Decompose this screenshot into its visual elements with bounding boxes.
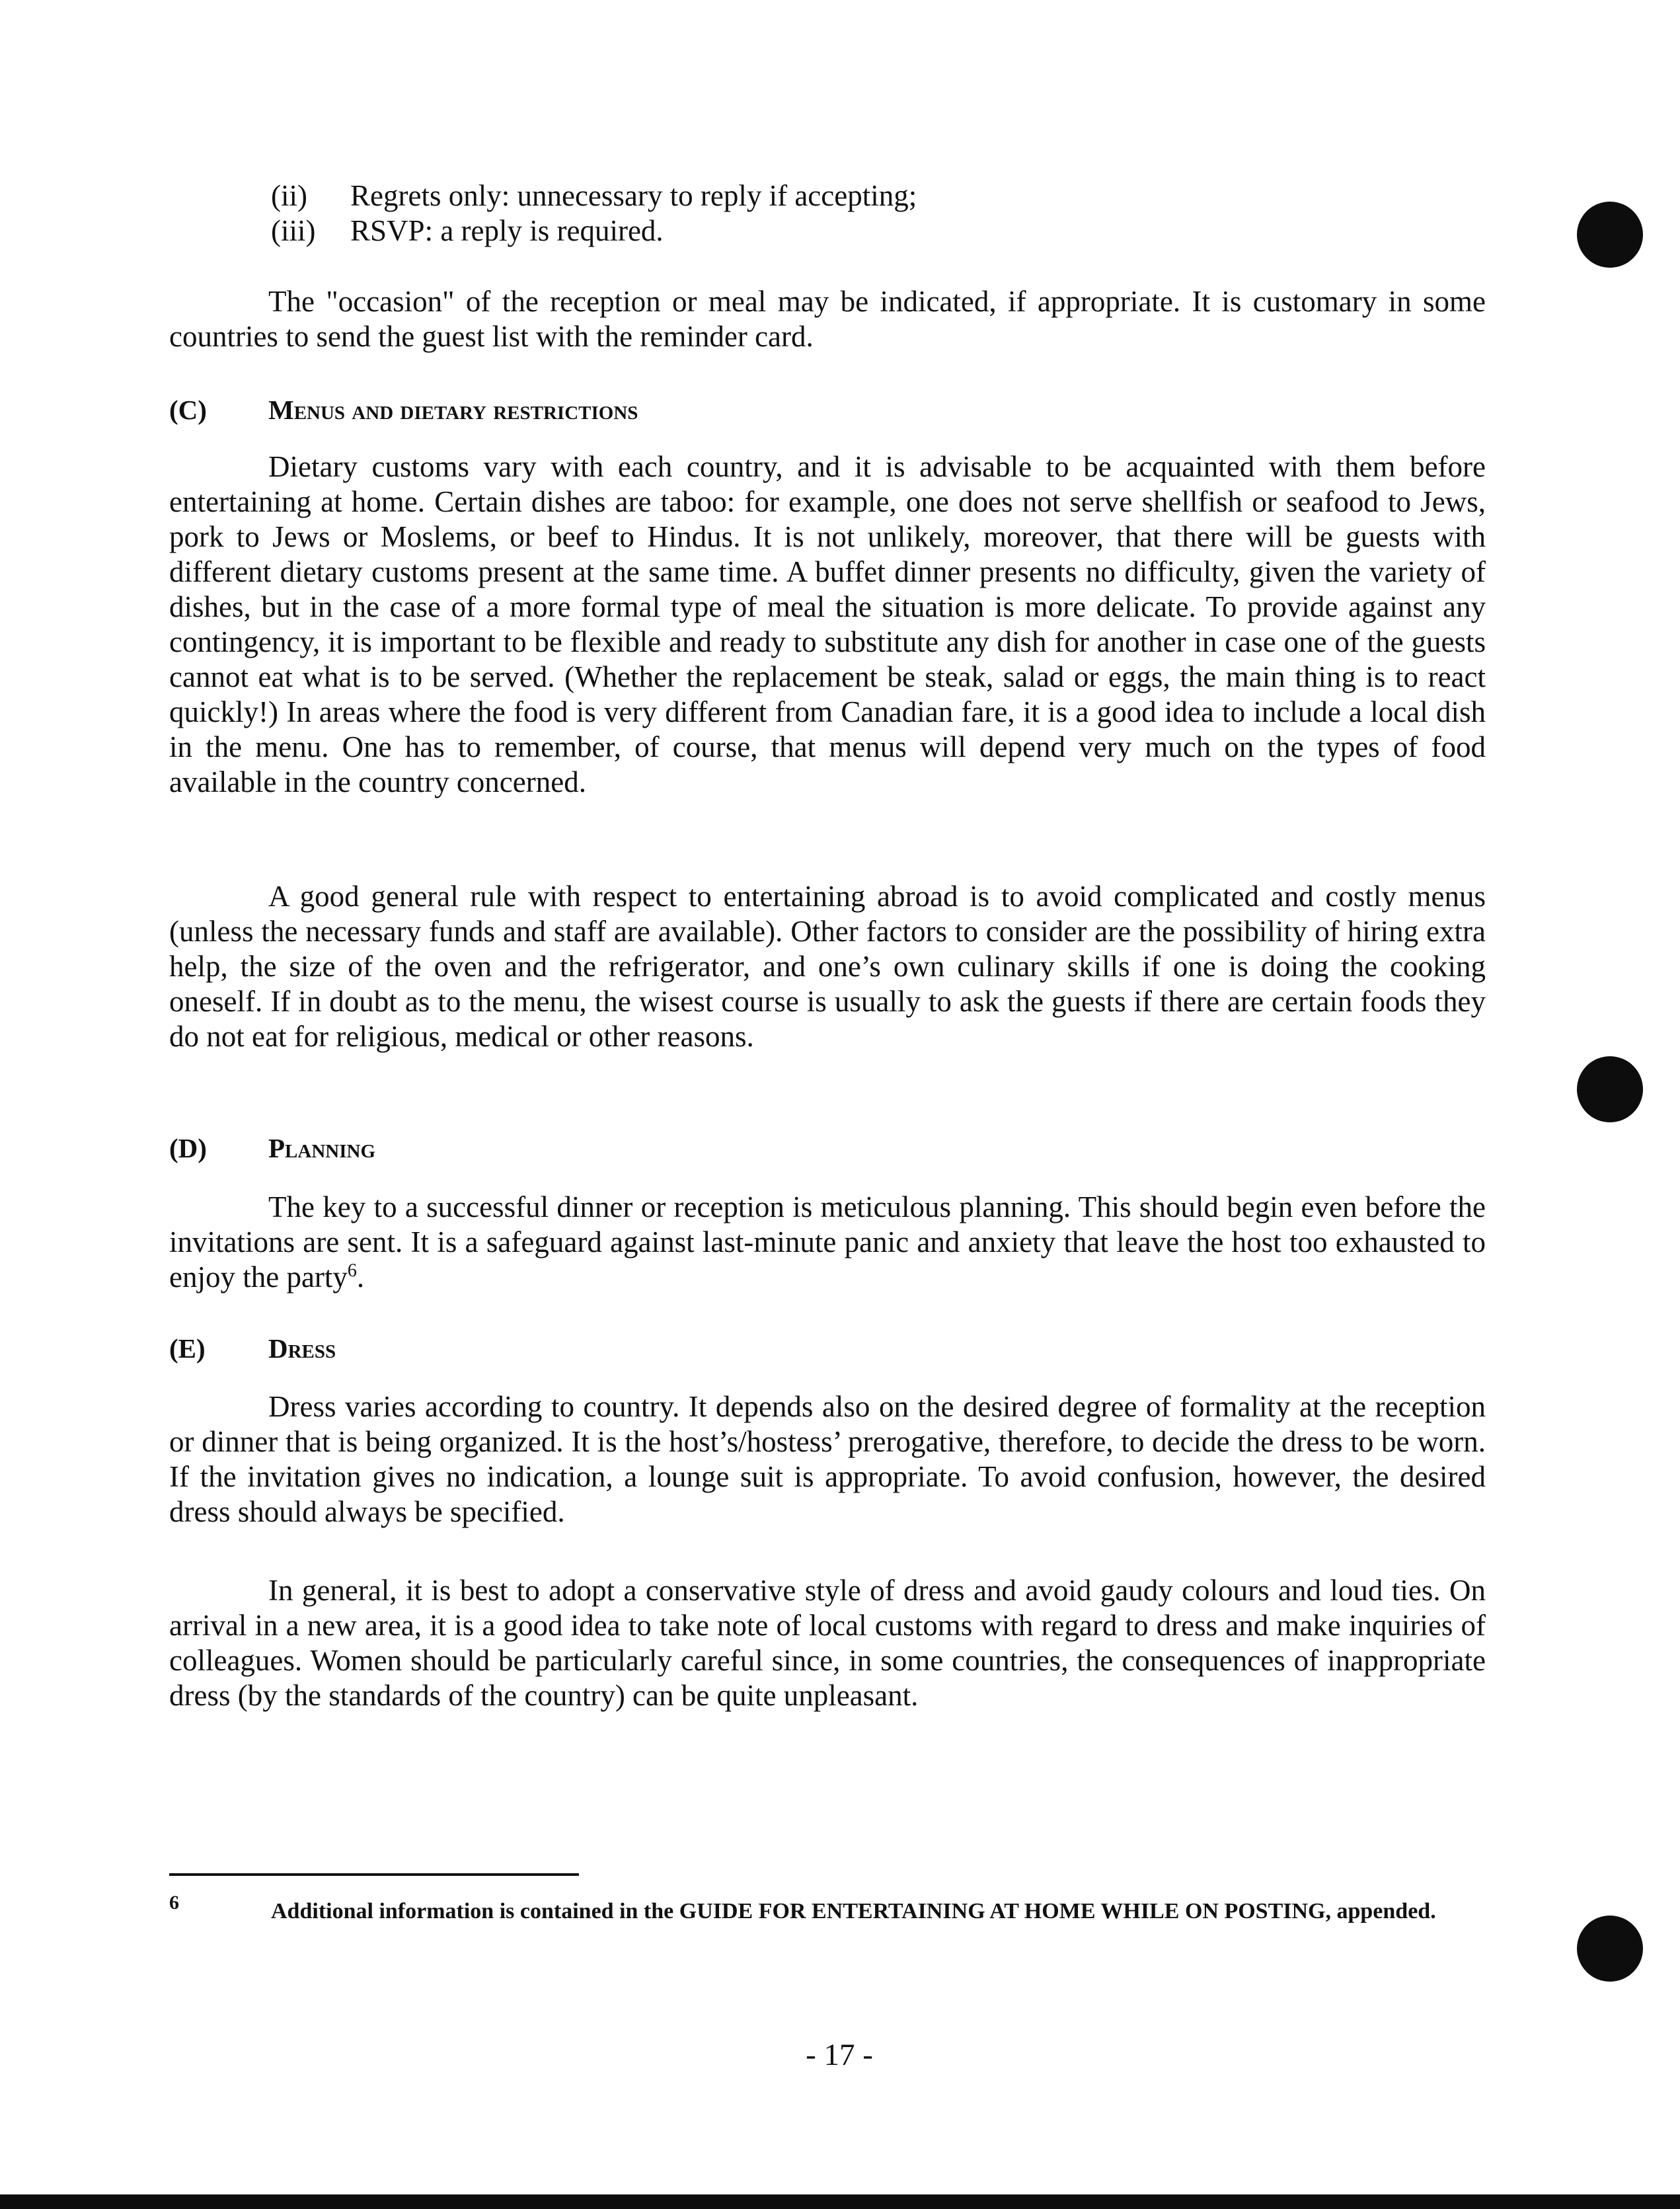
binder-hole — [1577, 1916, 1643, 1982]
section-letter: (C) — [169, 395, 207, 425]
footnote-rule — [169, 1873, 579, 1876]
binder-hole — [1577, 202, 1643, 268]
paragraph-planning-text: The key to a successful dinner or reception is meticulous planning. This should begin even before the invitations are sent. It is a safeguard against last-minute panic and anxiety that leave the host too exhausted to enjoy the party — [169, 1190, 1486, 1294]
list-item-number: (ii) — [271, 179, 307, 212]
scan-bottom-edge — [0, 2194, 1680, 2209]
section-title: Menus and dietary restrictions — [268, 395, 638, 425]
page-number: - 17 - — [806, 2038, 873, 2072]
section-title: Planning — [268, 1133, 376, 1163]
list-item-text: RSVP: a reply is required. — [350, 214, 664, 247]
paragraph-planning-end: . — [356, 1260, 365, 1294]
footnote-mark: 6 — [169, 1892, 179, 1914]
section-letter: (E) — [169, 1333, 206, 1364]
paragraph-occasion: The "occasion" of the reception or meal may be indicated, if appropriate. It is customary in some countries to send the guest list with the reminder card. — [169, 285, 1486, 353]
paragraph-planning — [169, 1190, 1486, 1295]
footnote-text: Additional information is contained in the GUIDE FOR ENTERTAINING AT HOME WHILE ON POSTING, appended. — [271, 1899, 1436, 1923]
paragraph-general-rule: A good general rule with respect to entertaining abroad is to avoid complicated and costly menus (unless the necessary funds and staff are available). Other factors to consider are the possibility of hiring extra help, the size of the oven and the refrigerator, and one’s own culinary skills if one is doing the cooking oneself. If in doubt as to the menu, the wisest course is usually to ask the guests if there are certain foods they do not eat for religious, medical or other reasons. — [169, 880, 1486, 1053]
list-item-text: Regrets only: unnecessary to reply if accepting; — [350, 179, 917, 212]
paragraph-conservative-dress: In general, it is best to adopt a conservative style of dress and avoid gaudy colours and loud ties. On arrival in a new area, it is a good idea to take note of local customs with regard to dress and make inquiries of colleagues. Women should be particularly careful since, in some countries, the consequences of inappropriate dress (by the standards of the country) can be quite unpleasant. — [169, 1574, 1486, 1712]
paragraph-dress: Dress varies according to country. It depends also on the desired degree of formality at the reception or dinner that is being organized. It is the host’s/hostess’ prerogative, therefore, to decide the dress to be worn. If the invitation gives no indication, a lounge suit is appropriate. To avoid confusion, however, the desired dress should always be specified. — [169, 1390, 1486, 1528]
section-title: Dress — [268, 1333, 336, 1364]
binder-hole — [1577, 1056, 1643, 1122]
paragraph-dietary-customs: Dietary customs vary with each country, and it is advisable to be acquainted with them before entertaining at home. Certain dishes are taboo: for example, one does not serve shellfish or seafood to Jews, pork to Jews or Moslems, or beef to Hindus. It is not unlikely, moreover, that there will be guests with different dietary customs present at the same time. A buffet dinner presents no difficulty, given the variety of dishes, but in the case of a more formal type of meal the situation is more delicate. To provide against any contingency, it is important to be flexible and ready to substitute any dish for another in case one of the guests cannot eat what is to be served. (Whether the replacement be steak, salad or eggs, the main thing is to react quickly!) In areas where the food is very different from Canadian fare, it is a good idea to include a local dish in the menu. One has to remember, of course, that menus will depend very much on the types of food available in the country concerned. — [169, 450, 1486, 798]
section-letter: (D) — [169, 1133, 207, 1163]
list-item-number: (iii) — [271, 214, 316, 247]
footnote-reference: 6 — [347, 1260, 357, 1281]
